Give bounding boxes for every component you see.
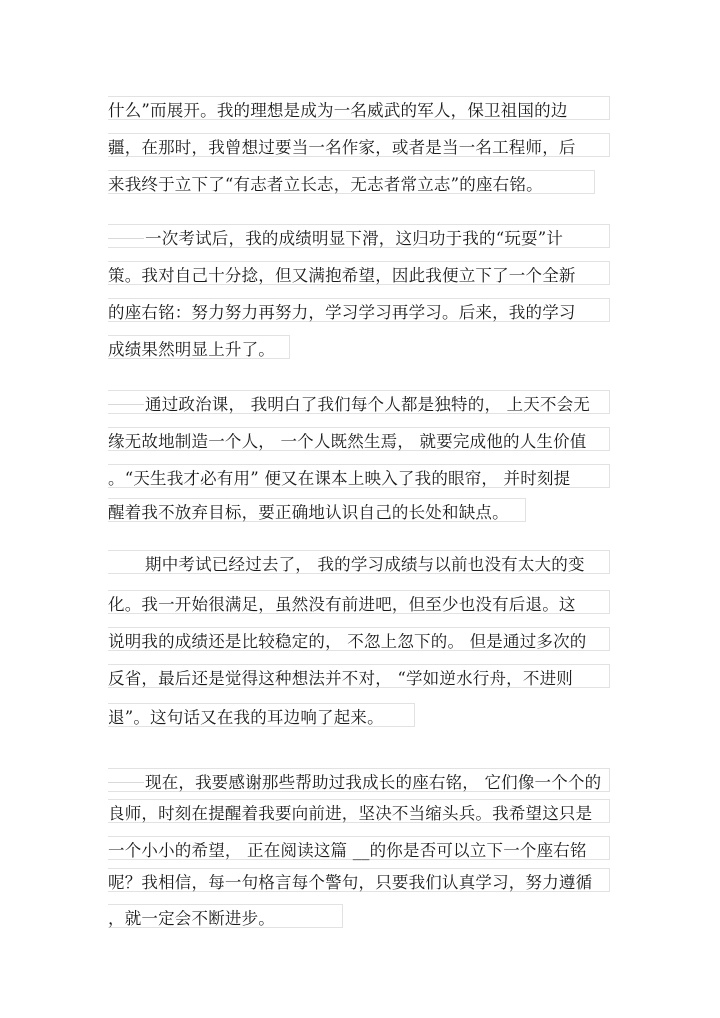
text-line (108, 627, 610, 651)
line-text: 一次考试后，我的成绩明显下滑，这归功于我的“玩耍”计 (145, 229, 564, 248)
text-line (108, 550, 610, 574)
line-text: ，就一定会不断进步。 (108, 909, 275, 928)
line-text: 良师，时刻在提醒着我要向前进，坚决不当缩头兵。我希望这只是 (108, 804, 593, 823)
line-text: 什么”而展开。我的理想是成为一名威武的军人，保卫祖国的边 (108, 101, 568, 120)
line-text: 疆，在那时，我曾想过要当一名作家，或者是当一名工程师，后 (108, 138, 576, 157)
line-text: 现在，我要感谢那些帮助过我成长的座右铭， 它们像一个个的 (145, 773, 602, 792)
text-line (108, 836, 610, 860)
text-line (108, 868, 610, 892)
text-line (108, 703, 415, 727)
text-line (108, 261, 610, 285)
line-text: 一个小小的希望， 正在阅读这篇 __的你是否可以立下一个座右铭 (108, 841, 587, 860)
text-line (108, 427, 610, 451)
line-text: 退”。这句话又在我的耳边响了起来。 (108, 708, 384, 727)
line-text: 成绩果然明显上升了。 (108, 340, 275, 359)
line-text: 的座右铭：努力努力再努力，学习学习再学习。后来，我的学习 (108, 303, 576, 322)
line-text: 说明我的成绩还是比较稳定的， 不忽上忽下的。 但是通过多次的 (108, 632, 587, 651)
text-line (108, 799, 610, 823)
line-text: 策。我对自己十分捻，但又满抱希望，因此我便立下了一个全新 (108, 266, 576, 285)
text-line (108, 170, 595, 194)
text-line (108, 224, 610, 248)
line-text: 化。我一开始很满足，虽然没有前进吧，但至少也没有后退。这 (108, 595, 576, 614)
line-text: 期中考试已经过去了， 我的学习成绩与以前也没有太大的变 (145, 555, 585, 574)
text-line (108, 498, 526, 522)
line-text: 呢？我相信，每一句格言每个警句，只要我们认真学习，努力遵循 (108, 873, 593, 892)
text-line (108, 768, 610, 792)
text-line (108, 335, 290, 359)
text-line (108, 664, 610, 688)
line-text: 。“天生我才必有用” 便又在课本上映入了我的眼帘， 并时刻提 (108, 469, 571, 488)
line-text: 来我终于立下了“有志者立长志，无志者常立志”的座右铭。 (108, 175, 543, 194)
text-line (108, 464, 610, 488)
line-text: 反省，最后还是觉得这种想法并不对， “学如逆水行舟，不进则 (108, 669, 573, 688)
line-text: 通过政治课， 我明白了我们每个人都是独特的， 上天不会无 (145, 395, 591, 414)
indent-mark (108, 238, 144, 239)
text-line (108, 298, 610, 322)
text-line (108, 133, 610, 157)
indent-mark (108, 404, 144, 405)
line-text: 缘无故地制造一个人， 一个人既然生焉， 就要完成他的人生价值 (108, 432, 587, 451)
text-line (108, 904, 343, 928)
text-line (108, 590, 610, 614)
line-text: 醒着我不放弃目标，要正确地认识自己的长处和缺点。 (108, 503, 509, 522)
text-line (108, 390, 610, 414)
indent-mark (108, 782, 144, 783)
text-line (108, 96, 610, 120)
